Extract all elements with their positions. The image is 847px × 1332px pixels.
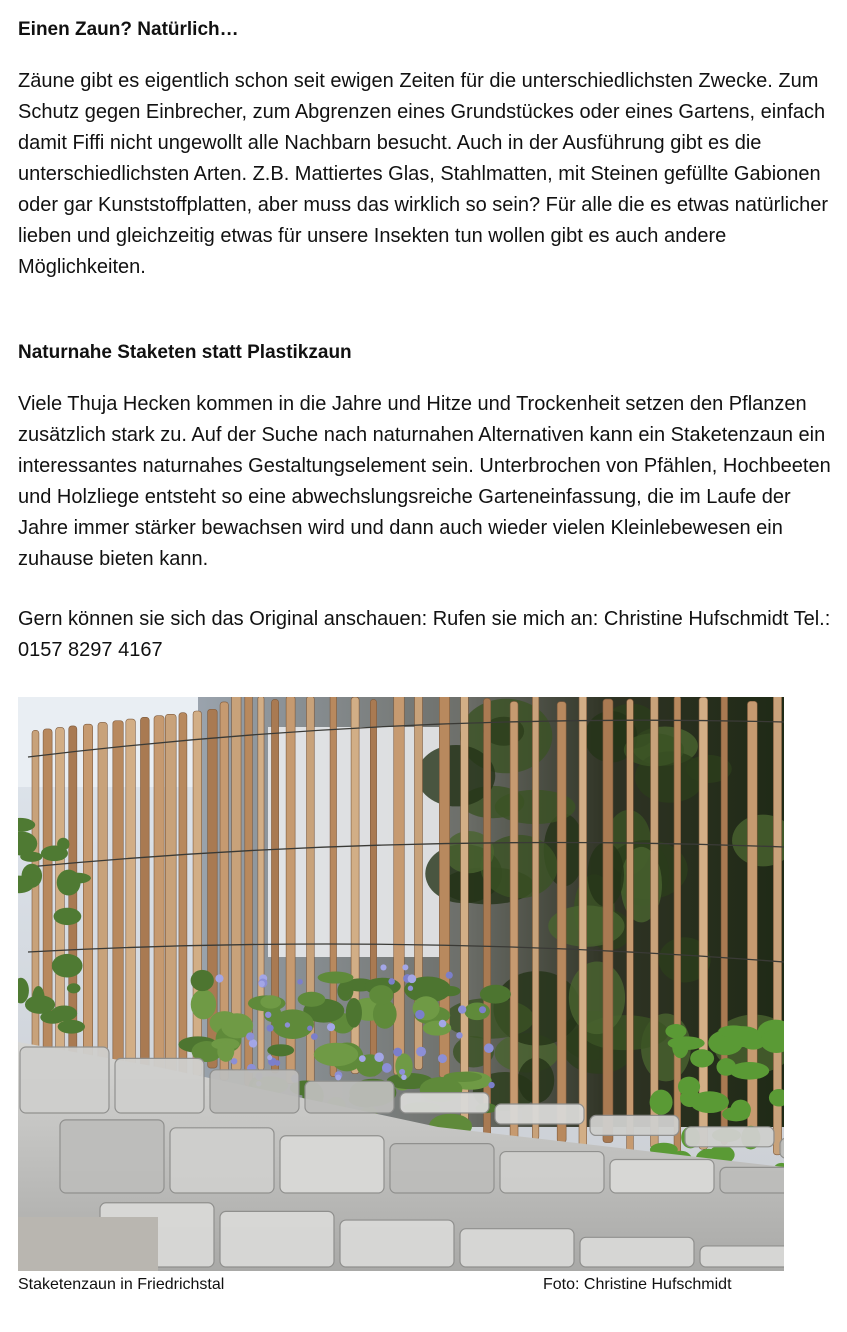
photo-credit: Foto: Christine Hufschmidt <box>543 1276 732 1293</box>
fence-photo <box>18 697 784 1271</box>
article-subheading: Naturnahe Staketen statt Plastikzaun <box>18 342 352 363</box>
article-paragraph: Zäune gibt es eigentlich schon seit ewigen Zeiten für die unterschiedlichsten Zwecke. Zum Schutz gegen Einbrecher, zum Abgrenzen eines Grundstückes oder eines Gartens, einfach damit Fiffi nicht ungewollt alle Nachbarn besucht. Auch in der Ausführung gibt es die unterschiedlichsten Arten. Z.B. Mattiertes Glas, Stahlmatten, mit Steinen gefüllte Gabionen oder gar Kunststoffplatten, aber muss das wirklich so sein? Für alle die es etwas natürlicher lieben und gleichzeitig etwas für unsere Insekten tun wollen gibt es auch andere Möglichkeiten. <box>18 70 829 278</box>
photo-caption: Staketenzaun in Friedrichstal <box>18 1276 225 1293</box>
contact-paragraph: Gern können sie sich das Original anschauen: Rufen sie mich an: Christine Hufschmidt Tel.: 0157 8297 4167 <box>18 608 831 661</box>
article-heading: Einen Zaun? Natürlich… <box>18 19 239 40</box>
article-paragraph: Viele Thuja Hecken kommen in die Jahre und Hitze und Trockenheit setzen den Pflanzen zusätzlich stark zu. Auf der Suche nach naturnahen Alternativen kann ein Staketenzaun ein interessantes naturnahes Gestaltungselement sein. Unterbrochen von Pfählen, Hochbeeten und Holzliege entsteht so eine abwechslungsreiche Garteneinfassung, die im Laufe der Jahre immer stärker bewachsen wird und dann auch wieder vielen Kleinlebewesen ein zuhause bieten kann. <box>18 393 831 570</box>
